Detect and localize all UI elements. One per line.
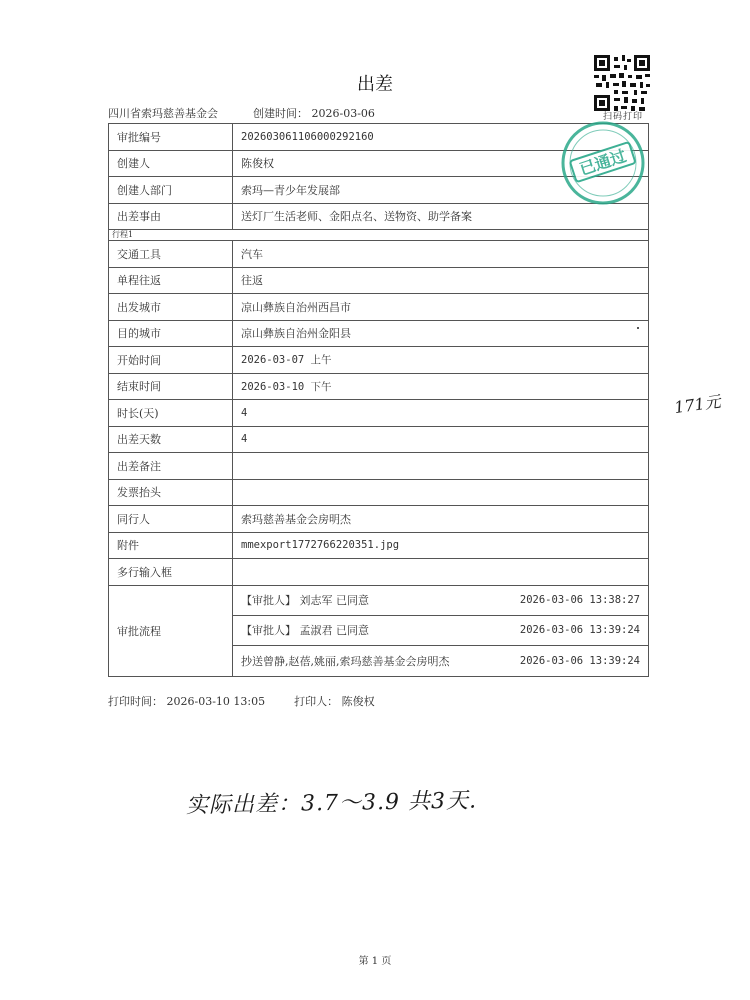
table-row bbox=[109, 294, 649, 321]
document-meta: 四川省索玛慈善基金会 创建时间： 2026-03-06 bbox=[108, 107, 375, 120]
end-time-value: 2026-03-10 下午 bbox=[233, 373, 649, 400]
table-row bbox=[109, 426, 649, 453]
print-time-label: 打印时间 bbox=[108, 695, 152, 708]
approval-step bbox=[233, 646, 648, 676]
table-row bbox=[109, 479, 649, 506]
approval-step bbox=[233, 616, 648, 646]
table-row bbox=[109, 400, 649, 427]
field-label: 附件 bbox=[109, 532, 233, 559]
field-label: 出差事由 bbox=[109, 203, 233, 230]
table-row bbox=[109, 532, 649, 559]
field-label: 单程往返 bbox=[109, 267, 233, 294]
approval-step-text: 抄送曾静,赵蓓,姚丽,索玛慈善基金会房明杰 bbox=[241, 654, 450, 668]
field-label: 出发城市 bbox=[109, 294, 233, 321]
approval-step-time: 2026-03-06 13:38:27 bbox=[519, 594, 640, 606]
field-label: 审批编号 bbox=[109, 124, 233, 151]
table-row bbox=[109, 506, 649, 533]
creator-value: 陈俊权 bbox=[233, 150, 649, 177]
trip-days-value: 4 bbox=[233, 426, 649, 453]
field-label: 创建人 bbox=[109, 150, 233, 177]
attachment-link[interactable]: mmexport1772766220351.jpg bbox=[233, 532, 649, 559]
depart-city-value: 凉山彝族自治州西昌市 bbox=[233, 294, 649, 321]
multiline-value bbox=[233, 559, 649, 586]
printer-label: 打印人 bbox=[294, 695, 328, 708]
qr-code-icon bbox=[594, 55, 650, 111]
table-row bbox=[109, 373, 649, 400]
approval-number-value: 202603061106000292160 bbox=[233, 124, 649, 151]
qr-caption: 扫码打印 bbox=[602, 112, 643, 122]
printer-value: 陈俊权 bbox=[341, 695, 375, 708]
print-info: 打印时间： 2026-03-10 13:05 打印人： 陈俊权 bbox=[108, 695, 375, 708]
invoice-title-value bbox=[233, 479, 649, 506]
field-label: 开始时间 bbox=[109, 347, 233, 374]
table-row bbox=[109, 453, 649, 480]
created-label: 创建时间 bbox=[253, 107, 297, 120]
field-label: 出差天数 bbox=[109, 426, 233, 453]
table-row bbox=[109, 559, 649, 586]
handwritten-note: 实际出差：3.7～3.9 共3天. bbox=[185, 788, 478, 819]
section-row bbox=[109, 230, 649, 241]
table-row bbox=[109, 267, 649, 294]
duration-value: 4 bbox=[233, 400, 649, 427]
dest-city-value: 凉山彝族自治州金阳县 bbox=[233, 320, 649, 347]
field-label: 交通工具 bbox=[109, 241, 233, 268]
trip-reason-value: 送灯厂生活老师、金阳点名、送物资、助学备案 bbox=[233, 203, 649, 230]
margin-note: 171元 bbox=[673, 391, 722, 418]
field-label: 审批流程 bbox=[109, 585, 233, 676]
approval-step-time: 2026-03-06 13:39:24 bbox=[519, 624, 640, 636]
approval-flow bbox=[233, 585, 649, 676]
field-label: 时长(天) bbox=[109, 400, 233, 427]
approval-step bbox=[233, 586, 648, 616]
field-label: 发票抬头 bbox=[109, 479, 233, 506]
section-label: 行程1 bbox=[109, 230, 649, 241]
transport-value: 汽车 bbox=[233, 241, 649, 268]
field-label: 出差备注 bbox=[109, 453, 233, 480]
table-row bbox=[109, 241, 649, 268]
table-row bbox=[109, 320, 649, 347]
field-label: 多行输入框 bbox=[109, 559, 233, 586]
table-row bbox=[109, 347, 649, 374]
created-value: 2026-03-06 bbox=[311, 107, 375, 120]
creator-dept-value: 索玛—青少年发展部 bbox=[233, 177, 649, 204]
table-row bbox=[109, 203, 649, 230]
table-row bbox=[109, 585, 649, 676]
print-time-value: 2026-03-10 13:05 bbox=[166, 695, 266, 708]
approved-stamp bbox=[560, 120, 646, 206]
trip-type-value: 往返 bbox=[233, 267, 649, 294]
trip-note-value bbox=[233, 453, 649, 480]
org-name: 四川省索玛慈善基金会 bbox=[108, 107, 218, 120]
field-label: 创建人部门 bbox=[109, 177, 233, 204]
field-label: 同行人 bbox=[109, 506, 233, 533]
page-title: 出差 bbox=[357, 74, 393, 95]
approval-step-text: 【审批人】 刘志军 已同意 bbox=[241, 594, 369, 607]
approval-step-text: 【审批人】 孟淑君 已同意 bbox=[241, 624, 369, 637]
start-time-value: 2026-03-07 上午 bbox=[233, 347, 649, 374]
approval-form-table bbox=[108, 123, 649, 677]
companions-value: 索玛慈善基金会房明杰 bbox=[233, 506, 649, 533]
approval-step-time: 2026-03-06 13:39:24 bbox=[519, 654, 640, 667]
scan-dot bbox=[637, 327, 639, 329]
stamp-text: 已通过 bbox=[577, 146, 629, 179]
field-label: 目的城市 bbox=[109, 320, 233, 347]
page-number: 第 1 页 bbox=[358, 956, 392, 967]
field-label: 结束时间 bbox=[109, 373, 233, 400]
